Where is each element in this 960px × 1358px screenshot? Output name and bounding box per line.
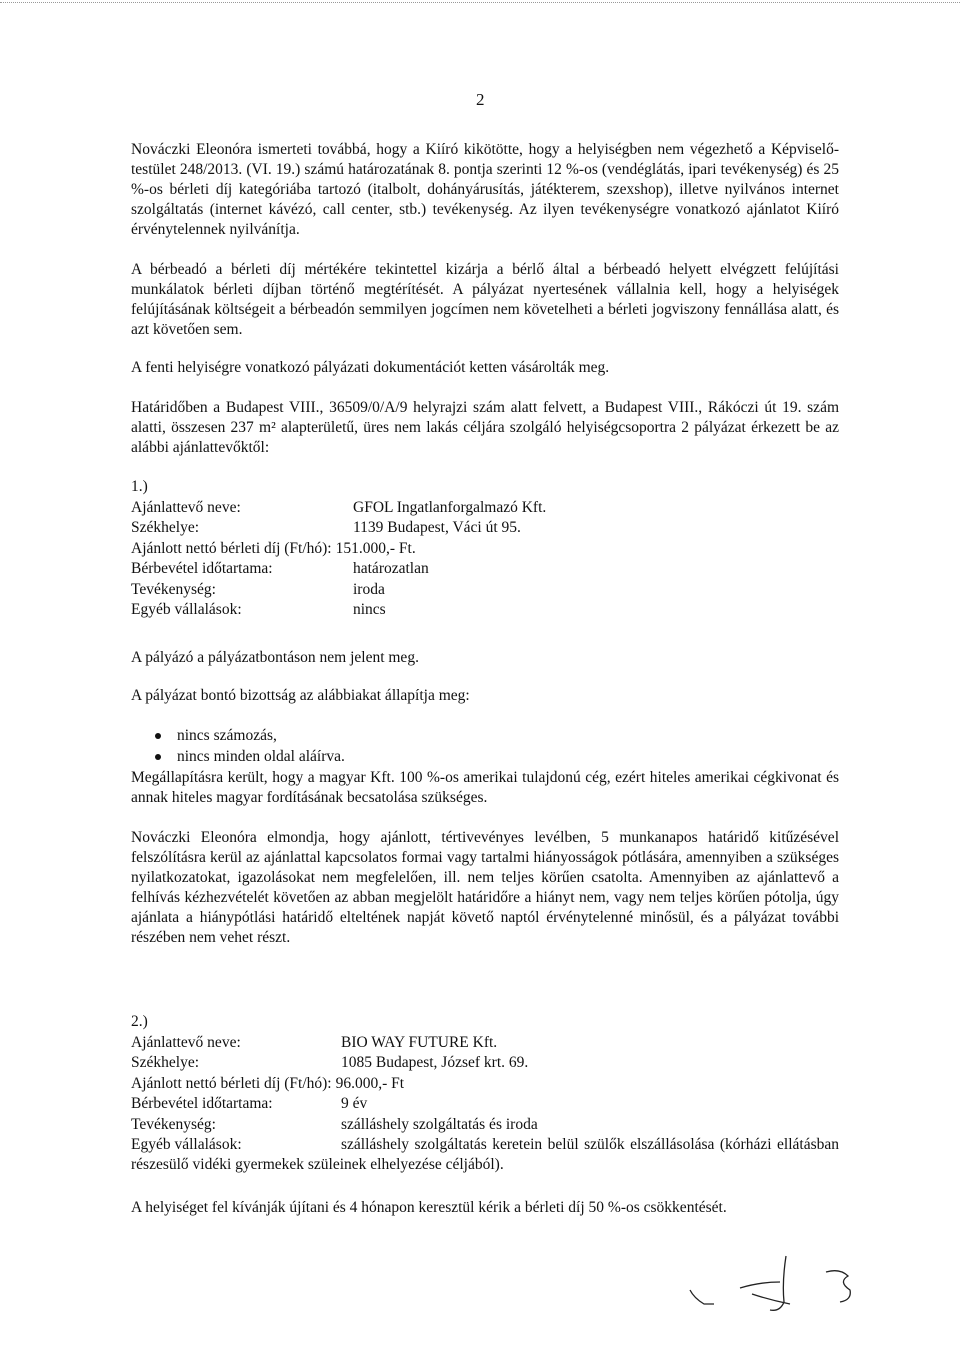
offer-row: Tevékenység: szálláshely szolgáltatás és iroda bbox=[131, 1115, 538, 1133]
offer-row: Egyéb vállalások: szálláshely szolgáltatás keretein belül szülők elszállásolása (kórházi ellátásban részesülő vidéki gyermekek szüleinek elhelyezése céljából). bbox=[131, 1136, 839, 1173]
paragraph-documentation: A fenti helyiségre vonatkozó pályázati dokumentációt ketten vásárolták meg. bbox=[131, 359, 610, 376]
offer-row: Ajánlattevő neve: GFOL Ingatlanforgalmazó Kft. bbox=[131, 498, 547, 516]
initials-signature-icon bbox=[680, 1252, 880, 1322]
offer-row: Székhelye: 1085 Budapest, József krt. 69. bbox=[131, 1054, 529, 1071]
offer-number: 2.) bbox=[131, 1013, 148, 1030]
page-number: 2 bbox=[476, 90, 485, 109]
offer-row: Bérbevétel időtartama: határozatlan bbox=[131, 560, 429, 577]
paragraph-rent-reduction: A helyiséget fel kívánják újítani és 4 hónapon keresztül kérik a bérleti díj 50 %-os csökkentését. bbox=[131, 1199, 727, 1216]
list-item: nincs számozás, bbox=[155, 726, 835, 747]
paragraph-committee: A pályázat bontó bizottság az alábbiakat állapítja meg: bbox=[131, 687, 470, 704]
findings-list bbox=[155, 726, 835, 768]
list-item: nincs minden oldal aláírva. bbox=[155, 747, 835, 768]
paragraph-deadline: Határidőben a Budapest VIII., 36509/0/A/9 helyrajzi szám alatt felvett, a Budapest VIII., Rákóczi út 19. szám alatti, összesen 237 m² alapterületű, üres nem lakás céljára szolgáló helyiségcsoportra 2 pályázat érkezett be az alábbi ajánlattevőktől: bbox=[131, 399, 839, 456]
paragraph-deficiency: Nováczki Eleonóra elmondja, hogy ajánlott, tértivevényes levélben, 5 munkanapos határidő kitűzésével felszólításra kerül az ajánlattal kapcsolatos formai vagy tartalmi hiányosságok pótlására, amennyiben a szükséges nyilatkozatokat, igazolásokat nem megfelelően, ill. nem teljes körűen csatolta. Amennyiben az ajánlattevő a felhívás kézhezvételét követően az abban megjelölt határidőre a hiányt nem, vagy nem teljes körűen pótolja, úgy ajánlata a hiánypótlási határidő elteltének napját követő naptól érvénytelenné minősül, és a pályázat további részében nem vehet részt. bbox=[131, 829, 839, 946]
offer-1-details bbox=[131, 477, 839, 621]
bullet-icon bbox=[155, 733, 161, 739]
offer-row: Egyéb vállalások: nincs bbox=[131, 601, 386, 618]
offer-row: Tevékenység: iroda bbox=[131, 580, 385, 598]
bullet-icon bbox=[155, 754, 161, 760]
top-dotted-edge bbox=[0, 2, 960, 3]
offer-row: Ajánlott nettó bérleti díj (Ft/hó): 151.000,- Ft. bbox=[131, 539, 416, 557]
offer-row: Bérbevétel időtartama: 9 év bbox=[131, 1095, 368, 1112]
paragraph-renovation: A bérbeadó a bérleti díj mértékére tekintettel kizárja a bérlő által a bérbeadó helyett elvégzett felújítási munkálatok bérleti díjban történő megtérítését. A pályázat nyertesének vállalnia kell, hogy a helyiségek felújításának költségeit a bérbeadón semmilyen jogcímen nem követelheti a bérleti jogviszony fennállása alatt, és azt követően sem. bbox=[131, 261, 839, 338]
offer-2-details bbox=[131, 1012, 839, 1175]
offer-row: Ajánlott nettó bérleti díj (Ft/hó): 96.000,- Ft bbox=[131, 1074, 405, 1092]
paragraph-restrictions: Nováczki Eleonóra ismerteti továbbá, hogy a Kiíró kikötötte, hogy a helyiségben nem végezhető a Képviselő-testület 248/2013. (VI. 19.) számú határozatának 8. pontja szerinti 12 %-os (vendéglátás, ipari tevékenység) és 25 %-os bérleti díj kategóriába tartozó (italbolt, dohányárusítás, játékterem, szexshop), illetve nyilvános internet szolgáltatás (internet kávézó, call center, stb.) tevékenység. Az ilyen tevékenységre vonatkozó ajánlatot Kiíró érvénytelennek nyilvánítja. bbox=[131, 141, 839, 238]
offer-row: Székhelye: 1139 Budapest, Váci út 95. bbox=[131, 519, 521, 536]
paragraph-no-show: A pályázó a pályázatbontáson nem jelent meg. bbox=[131, 649, 419, 666]
offer-number: 1.) bbox=[131, 478, 148, 495]
offer-row: Ajánlattevő neve: BIO WAY FUTURE Kft. bbox=[131, 1033, 498, 1051]
paragraph-ownership: Megállapításra került, hogy a magyar Kft. 100 %-os amerikai tulajdonú cég, ezért hiteles amerikai cégkivonat és annak hiteles magyar fordításának becsatolása szükséges. bbox=[131, 769, 839, 806]
